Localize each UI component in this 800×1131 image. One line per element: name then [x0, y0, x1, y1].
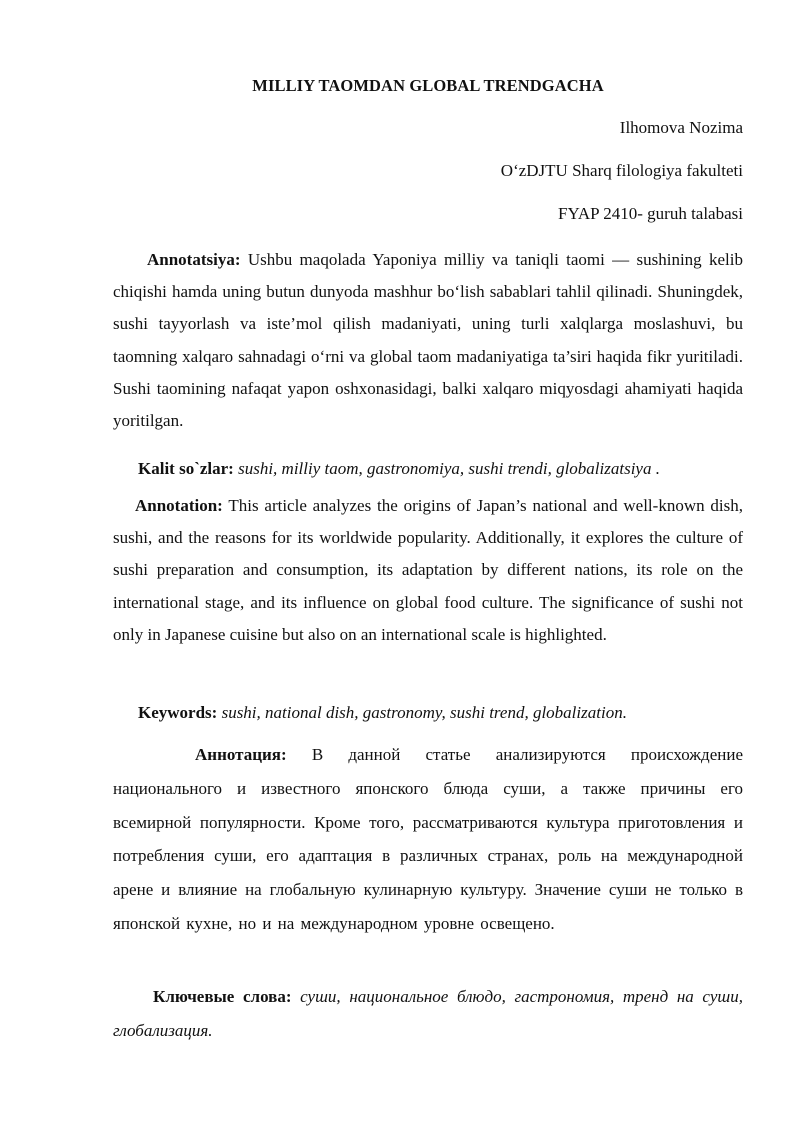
- keywords-russian-text: суши, национальное блюдо, гастрономия, тренд на суши, глобализация.: [113, 987, 743, 1040]
- keywords-uzbek: [113, 453, 743, 485]
- keywords-uzbek-text: sushi, milliy taom, gastronomiya, sushi trendi, globalizatsiya .: [233, 459, 660, 478]
- abstract-uzbek: [113, 244, 743, 437]
- paper-title: MILLIY TAOMDAN GLOBAL TRENDGACHA: [252, 76, 604, 95]
- abstract-russian: [113, 738, 743, 941]
- keywords-english: [113, 697, 743, 729]
- author-group: FYAP 2410- guruh talabasi: [558, 204, 743, 223]
- keywords-english-text: sushi, national dish, gastronomy, sushi trend, globalization.: [217, 703, 627, 722]
- abstract-russian-label: Аннотация:: [195, 745, 287, 764]
- keywords-english-label: Keywords:: [138, 703, 218, 722]
- abstract-uzbek-label: Annotatsiya:: [147, 250, 241, 269]
- keywords-russian: [113, 980, 743, 1048]
- abstract-russian-text: В данной статье анализируются происхождение национального и известного японского блюда суши, а также причины его всемирной популярности. Кроме того, рассматриваются культура приготовления и потребления суши, его адаптация в различных странах, роль на международной арене и влияние на глобальную кулинарную культуру. Значение суши не только в японской кухне, но и на международном уровне освещено.: [113, 745, 743, 933]
- keywords-russian-label: Ключевые слова:: [153, 987, 292, 1006]
- keywords-uzbek-label: Kalit so`zlar:: [138, 459, 234, 478]
- author-faculty: O‘zDJTU Sharq filologiya fakulteti: [500, 161, 743, 180]
- abstract-english-label: Annotation:: [135, 496, 223, 515]
- abstract-english: [113, 490, 743, 651]
- abstract-uzbek-text: Ushbu maqolada Yaponiya milliy va taniqli taomi — sushining kelib chiqishi hamda uning butun dunyoda mashhur bo‘lish sabablari tahlil qilinadi. Shuningdek, sushi tayyorlash va iste’mol qilish madaniyati, uning turli xalqlarga moslashuvi, bu taomning xalqaro sahnadagi o‘rni va global taom madaniyatiga ta’siri haqida fikr yuritiladi. Sushi taomining nafaqat yapon oshxonasidagi, balki xalqaro miqyosdagi ahamiyati haqida yoritilgan.: [113, 250, 743, 431]
- author-name: Ilhomova Nozima: [619, 118, 743, 137]
- abstract-english-text: This article analyzes the origins of Japan’s national and well-known dish, sushi, and the reasons for its worldwide popularity. Additionally, it explores the culture of sushi preparation and consumption, its adaptation by different nations, its role on the international stage, and its influence on global food culture. The significance of sushi not only in Japanese cuisine but also on an international scale is highlighted.: [113, 496, 743, 644]
